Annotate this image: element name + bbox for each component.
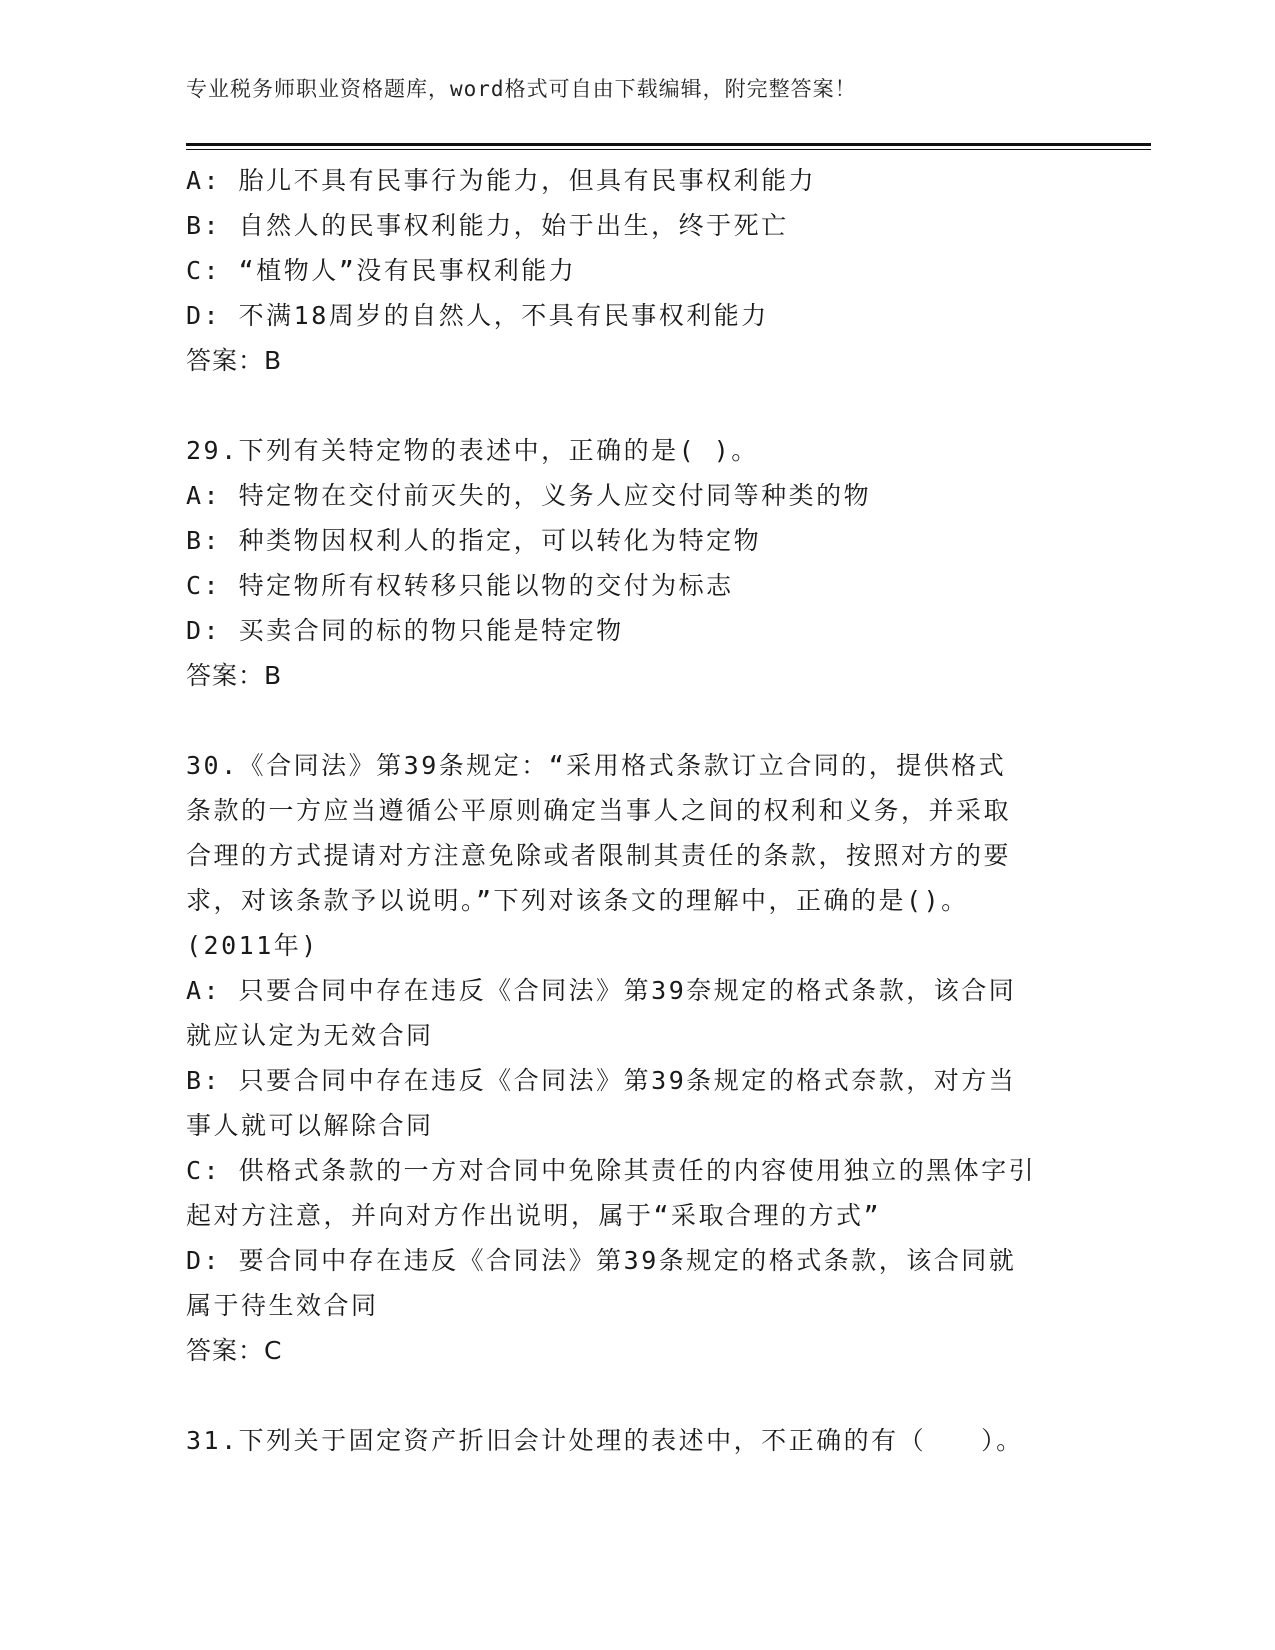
question-29 xyxy=(186,428,1086,698)
question-30 xyxy=(186,743,1086,1373)
question-stem: 29.下列有关特定物的表述中，正确的是( )。 xyxy=(186,436,759,465)
answer: 答案：B xyxy=(186,661,283,690)
option-d: D: 不满18周岁的自然人，不具有民事权利能力 xyxy=(186,301,769,330)
option-d-cont: 属于待生效合同 xyxy=(186,1291,379,1320)
question-28 xyxy=(186,158,1086,383)
document-body xyxy=(186,158,1086,1463)
question-stem-line: 合理的方式提请对方注意免除或者限制其责任的条款，按照对方的要 xyxy=(186,841,1012,870)
header-rule-thin xyxy=(186,149,1151,150)
option-c-cont: 起对方注意，并向对方作出说明，属于“采取合理的方式” xyxy=(186,1201,882,1230)
option-d: D: 买卖合同的标的物只能是特定物 xyxy=(186,616,624,645)
question-stem-line: 条款的一方应当遵循公平原则确定当事人之间的权利和义务，并采取 xyxy=(186,796,1012,825)
header-rule-thick xyxy=(186,143,1151,146)
option-d: D: 要合同中存在违反《合同法》第39条规定的格式条款，该合同就 xyxy=(186,1246,1017,1275)
option-b: B: 只要合同中存在违反《合同法》第39条规定的格式奈款，对方当 xyxy=(186,1066,1017,1095)
option-b: B: 种类物因权利人的指定，可以转化为特定物 xyxy=(186,526,762,555)
option-b: B: 自然人的民事权利能力，始于出生，终于死亡 xyxy=(186,211,789,240)
option-a: A: 特定物在交付前灭失的，义务人应交付同等种类的物 xyxy=(186,481,872,510)
option-a: A: 胎儿不具有民事行为能力，但具有民事权利能力 xyxy=(186,166,817,195)
question-stem-line: 求，对该条款予以说明。”下列对该条文的理解中，正确的是()。 xyxy=(186,886,969,915)
option-b-cont: 事人就可以解除合同 xyxy=(186,1111,434,1140)
question-year: (2011年) xyxy=(186,931,319,960)
answer: 答案：B xyxy=(186,346,283,375)
option-c: C: 供格式条款的一方对合同中免除其责任的内容使用独立的黑体字引 xyxy=(186,1156,1037,1185)
option-a-cont: 就应认定为无效合同 xyxy=(186,1021,434,1050)
answer: 答案：C xyxy=(186,1336,283,1365)
option-a: A: 只要合同中存在违反《合同法》第39奈规定的格式条款，该合同 xyxy=(186,976,1017,1005)
question-31 xyxy=(186,1418,1086,1463)
option-c: C: 特定物所有权转移只能以物的交付为标志 xyxy=(186,571,734,600)
question-stem-line: 30.《合同法》第39条规定：“采用格式条款订立合同的，提供格式 xyxy=(186,751,1007,780)
page-header: 专业税务师职业资格题库，word格式可自由下载编辑，附完整答案！ xyxy=(186,77,857,101)
option-c: C: “植物人”没有民事权利能力 xyxy=(186,256,577,285)
question-stem: 31.下列关于固定资产折旧会计处理的表述中，不正确的有（ ）。 xyxy=(186,1426,1024,1455)
